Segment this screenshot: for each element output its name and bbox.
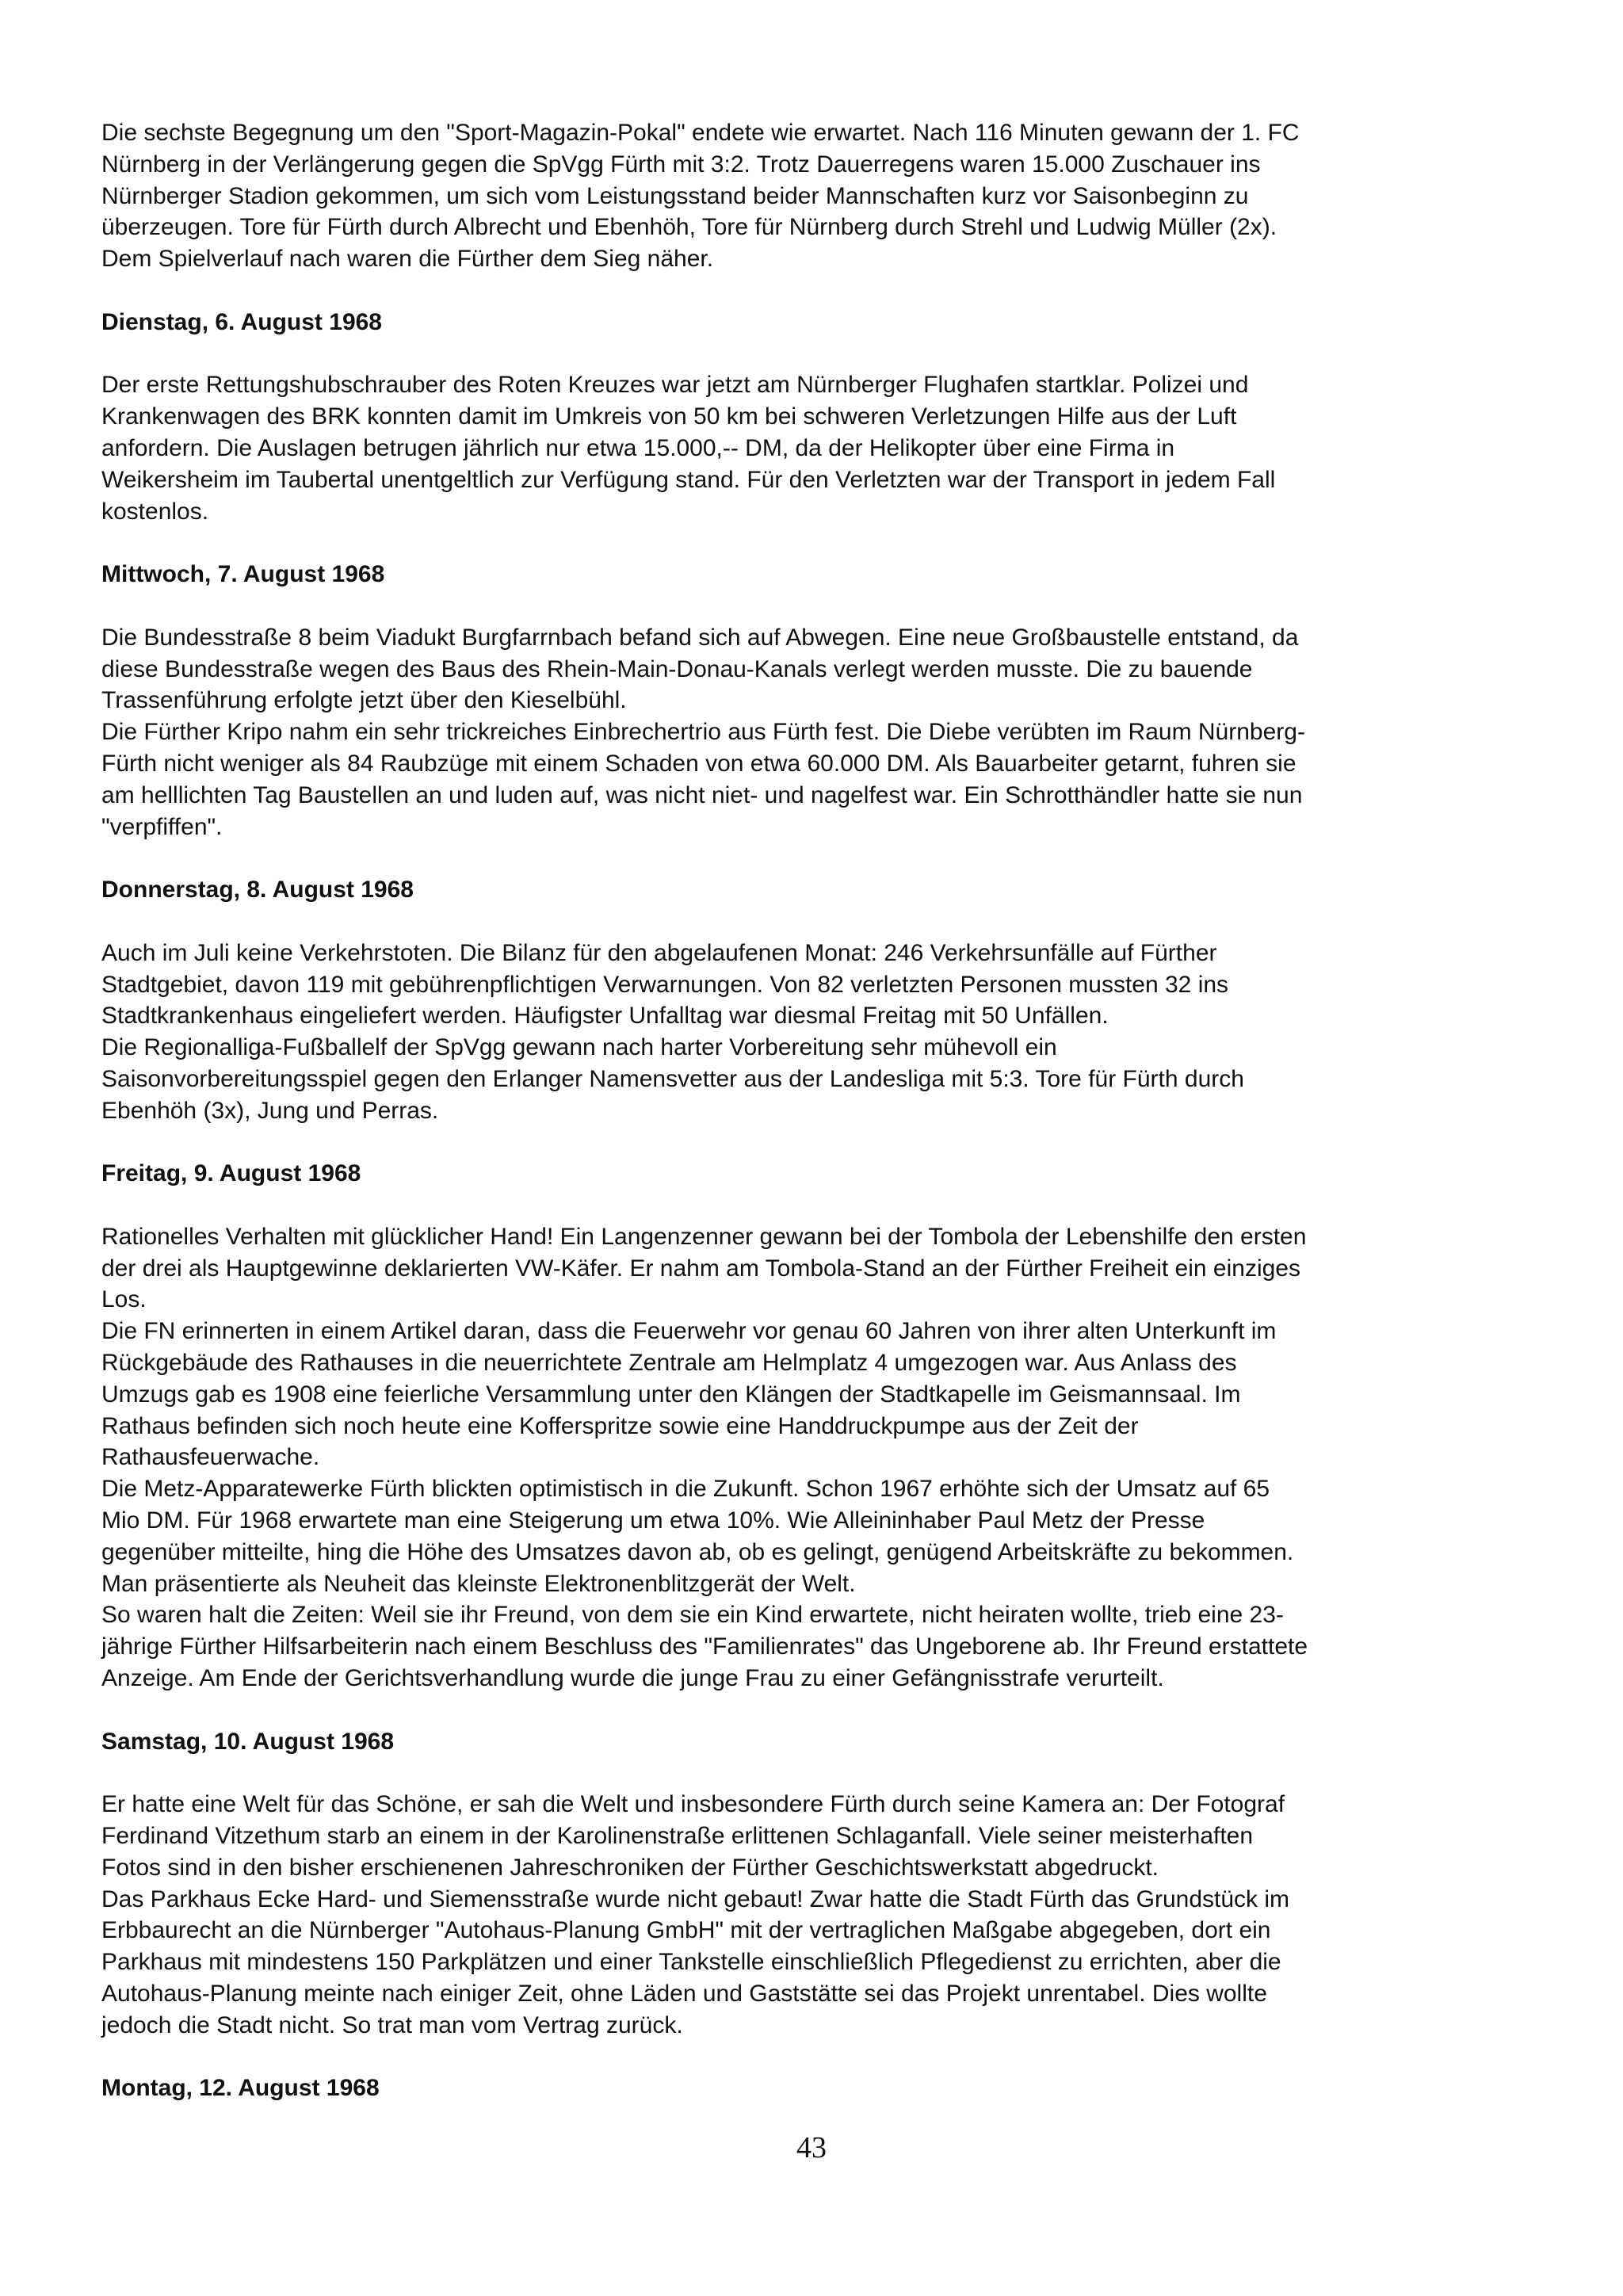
blank-line	[101, 527, 1520, 559]
paragraph-line: Stadtgebiet, davon 119 mit gebührenpflichtigen Verwarnungen. Von 82 verletzten Personen mussten 32 ins	[101, 971, 1229, 998]
blank-line	[101, 842, 1520, 874]
paragraph-line: Der erste Rettungshubschrauber des Roten Kreuzes war jetzt am Nürnberger Flughafen startklar. Polizei und	[101, 372, 1249, 399]
page-number: 43	[796, 2131, 827, 2164]
paragraph-line: Weikersheim im Taubertal unentgeltlich zur Verfügung stand. Für den Verletzten war der Transport in jedem Fall	[101, 466, 1276, 493]
paragraph-line: jedoch die Stadt nicht. So trat man vom Vertrag zurück.	[101, 2011, 683, 2038]
paragraph-line: "verpfiffen".	[101, 813, 223, 840]
date-heading: Donnerstag, 8. August 1968	[101, 877, 414, 904]
paragraph-line: Mio DM. Für 1968 erwartete man eine Steigerung um etwa 10%. Wie Alleininhaber Paul Metz der Presse	[101, 1507, 1205, 1534]
paragraph-line: Die Metz-Apparatewerke Fürth blickten optimistisch in die Zukunft. Schon 1967 erhöhte sich der Umsatz auf 65	[101, 1476, 1270, 1503]
blank-line	[101, 590, 1520, 622]
paragraph-line: Anzeige. Am Ende der Gerichtsverhandlung wurde die junge Frau zu einer Gefängnisstrafe verurteilt.	[101, 1665, 1164, 1692]
paragraph-line: Die sechste Begegnung um den "Sport-Magazin-Pokal" endete wie erwartet. Nach 116 Minuten gewann der 1. FC	[101, 120, 1300, 146]
paragraph-line: kostenlos.	[101, 498, 209, 525]
date-heading: Freitag, 9. August 1968	[101, 1160, 361, 1187]
paragraph-line: Krankenwagen des BRK konnten damit im Umkreis von 50 km bei schweren Verletzungen Hilfe aus der Luft	[101, 403, 1237, 430]
document-page	[101, 117, 1520, 2104]
paragraph-line: Man präsentierte als Neuheit das kleinste Elektronenblitzgerät der Welt.	[101, 1570, 856, 1597]
paragraph-line: Nürnberg in der Verlängerung gegen die SpVgg Fürth mit 3:2. Trotz Dauerregens waren 15.000 Zuschauer ins	[101, 151, 1261, 178]
date-heading: Mittwoch, 7. August 1968	[101, 561, 385, 588]
paragraph-line: Erbbaurecht an die Nürnberger "Autohaus-Planung GmbH" mit der vertraglichen Maßgabe abgegeben, dort ein	[101, 1917, 1271, 1944]
paragraph-line: Dem Spielverlauf nach waren die Fürther dem Sieg näher.	[101, 246, 714, 273]
blank-line	[101, 2042, 1520, 2073]
paragraph-line: überzeugen. Tore für Fürth durch Albrecht und Ebenhöh, Tore für Nürnberg durch Strehl und Ludwig Müller (2x).	[101, 214, 1277, 241]
paragraph-line: Rückgebäude des Rathauses in die neuerrichtete Zentrale am Helmplatz 4 umgezogen war. Aus Anlass des	[101, 1350, 1237, 1377]
paragraph-line: Die FN erinnerten in einem Artikel daran, dass die Feuerwehr vor genau 60 Jahren von ihrer alten Unterkunft im	[101, 1318, 1277, 1345]
blank-line	[101, 906, 1520, 938]
paragraph-line: Autohaus-Planung meinte nach einiger Zeit, ohne Läden und Gaststätte sei das Projekt unrentabel. Dies wollte	[101, 1981, 1267, 2008]
paragraph-line: Los.	[101, 1286, 147, 1313]
paragraph-line: Fotos sind in den bisher erschienenen Jahreschroniken der Fürther Geschichtswerkstatt abgedruckt.	[101, 1854, 1159, 1881]
paragraph-line: am helllichten Tag Baustellen an und luden auf, was nicht niet- und nagelfest war. Ein Schrotthändler hatte sie nun	[101, 781, 1303, 808]
paragraph-line: Auch im Juli keine Verkehrstoten. Die Bilanz für den abgelaufenen Monat: 246 Verkehrsunfälle auf Fürther	[101, 939, 1217, 966]
paragraph-line: Nürnberger Stadion gekommen, um sich vom Leistungsstand beider Mannschaften kurz vor Saisonbeginn zu	[101, 182, 1249, 209]
paragraph-line: Die Fürther Kripo nahm ein sehr trickreiches Einbrechertrio aus Fürth fest. Die Diebe verübten im Raum Nürnberg-	[101, 719, 1305, 746]
paragraph-line: Rationelles Verhalten mit glücklicher Hand! Ein Langenzenner gewann bei der Tombola der Lebenshilfe den ersten	[101, 1223, 1307, 1250]
paragraph-line: Stadtkrankenhaus eingeliefert werden. Häufigster Unfalltag war diesmal Freitag mit 50 Unfällen.	[101, 1003, 1109, 1030]
date-heading: Dienstag, 6. August 1968	[101, 308, 382, 335]
paragraph-line: So waren halt die Zeiten: Weil sie ihr Freund, von dem sie ein Kind erwartete, nicht heiraten wollte, trieb eine 23-	[101, 1602, 1284, 1629]
paragraph-line: Die Regionalliga-Fußballelf der SpVgg gewann nach harter Vorbereitung sehr mühevoll ein	[101, 1034, 1057, 1061]
paragraph-line: Saisonvorbereitungsspiel gegen den Erlanger Namensvetter aus der Landesliga mit 5:3. Tore für Fürth durch	[101, 1065, 1244, 1092]
blank-line	[101, 338, 1520, 370]
paragraph-line: gegenüber mitteilte, hing die Höhe des Umsatzes davon ab, ob es gelingt, genügend Arbeitskräfte zu bekommen.	[101, 1538, 1294, 1565]
paragraph-line: jährige Fürther Hilfsarbeiterin nach einem Beschluss des "Familienrates" das Ungeborene ab. Ihr Freund erstattete	[101, 1633, 1308, 1660]
paragraph-line: Rathaus befinden sich noch heute eine Kofferspritze sowie eine Handdruckpumpe aus der Zeit der	[101, 1412, 1139, 1439]
blank-line	[101, 1694, 1520, 1726]
paragraph-line: diese Bundesstraße wegen des Baus des Rhein-Main-Donau-Kanals verlegt werden musste. Die zu bauende	[101, 655, 1253, 682]
blank-line	[101, 1190, 1520, 1221]
paragraph-line: Fürth nicht weniger als 84 Raubzüge mit einem Schaden von etwa 60.000 DM. Als Bauarbeiter getarnt, fuhren sie	[101, 750, 1296, 777]
paragraph-line: der drei als Hauptgewinne deklarierten VW-Käfer. Er nahm am Tombola-Stand an der Fürther Freiheit ein einziges	[101, 1255, 1300, 1282]
paragraph-line: Rathausfeuerwache.	[101, 1444, 320, 1471]
blank-line	[101, 1757, 1520, 1789]
paragraph-line: anfordern. Die Auslagen betrugen jährlich nur etwa 15.000,-- DM, da der Helikopter über eine Firma in	[101, 434, 1175, 461]
paragraph-line: Die Bundesstraße 8 beim Viadukt Burgfarrnbach befand sich auf Abwegen. Eine neue Großbaustelle entstand, da	[101, 624, 1299, 651]
date-heading: Montag, 12. August 1968	[101, 2075, 380, 2102]
blank-line	[101, 1127, 1520, 1159]
paragraph-line: Trassenführung erfolgte jetzt über den Kieselbühl.	[101, 687, 627, 714]
paragraph-line: Parkhaus mit mindestens 150 Parkplätzen und einer Tankstelle einschließlich Pflegedienst zu errichten, aber die	[101, 1949, 1281, 1976]
paragraph-line: Ferdinand Vitzethum starb an einem in der Karolinenstraße erlittenen Schlaganfall. Viele seiner meisterhaften	[101, 1823, 1254, 1850]
paragraph-line: Das Parkhaus Ecke Hard- und Siemensstraße wurde nicht gebaut! Zwar hatte die Stadt Fürth das Grundstück im	[101, 1885, 1290, 1912]
paragraph-line: Umzugs gab es 1908 eine feierliche Versammlung unter den Klängen der Stadtkapelle im Geismannsaal. Im	[101, 1381, 1241, 1408]
paragraph-line: Ebenhöh (3x), Jung und Perras.	[101, 1097, 439, 1124]
paragraph-line: Er hatte eine Welt für das Schöne, er sah die Welt und insbesondere Fürth durch seine Kamera an: Der Fotograf	[101, 1791, 1285, 1818]
date-heading: Samstag, 10. August 1968	[101, 1728, 395, 1755]
blank-line	[101, 275, 1520, 307]
